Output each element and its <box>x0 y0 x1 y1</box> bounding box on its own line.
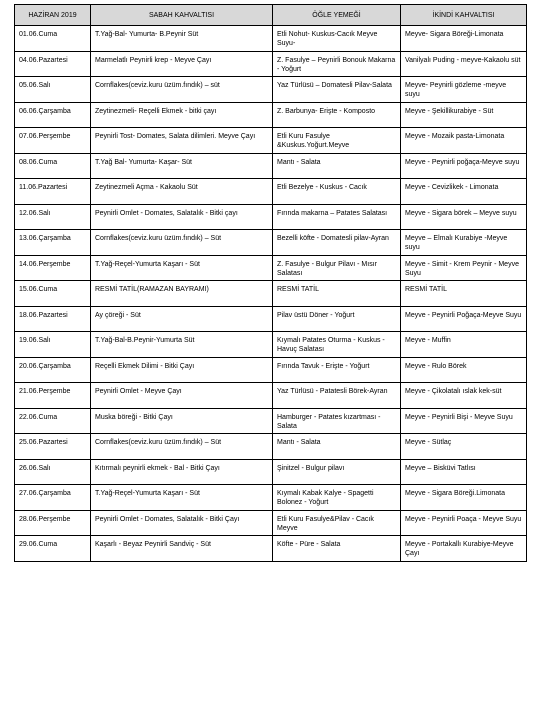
date-cell: 27.06.Çarşamba <box>15 485 91 511</box>
table-row <box>15 230 527 256</box>
afternoon-snack-cell: Meyve - Portakallı Kurabiye-Meyve Çayı <box>401 536 527 562</box>
header-lunch: ÖĞLE YEMEĞİ <box>273 5 401 26</box>
date-cell: 15.06.Cuma <box>15 281 91 307</box>
lunch-cell: Mantı - Salata <box>273 434 401 460</box>
breakfast-cell: Peynirli Tost- Domates, Salata dilimleri. Meyve Çayı <box>91 128 273 154</box>
date-cell: 13.06.Çarşamba <box>15 230 91 256</box>
date-cell: 19.06.Salı <box>15 332 91 358</box>
afternoon-snack-cell: Meyve – Bisküvi Tatlısı <box>401 459 527 485</box>
table-row <box>15 179 527 205</box>
date-cell: 05.06.Salı <box>15 77 91 103</box>
date-cell: 12.06.Salı <box>15 204 91 230</box>
breakfast-cell: T.Yağ-Reçel-Yumurta Kaşarı - Süt <box>91 255 273 281</box>
afternoon-snack-cell: Meyve - Sütlaç <box>401 434 527 460</box>
header-date: HAZİRAN 2019 <box>15 5 91 26</box>
table-row <box>15 26 527 52</box>
breakfast-cell: Peynirli Omlet - Meyve Çayı <box>91 383 273 409</box>
breakfast-cell: Ay çöreği - Süt <box>91 306 273 332</box>
table-row <box>15 459 527 485</box>
table-row <box>15 434 527 460</box>
afternoon-snack-cell: Meyve - Peynirli Bişi - Meyve Suyu <box>401 408 527 434</box>
breakfast-cell: Peynirli Omlet - Domates, Salatalık - Bitki çayı <box>91 204 273 230</box>
table-row <box>15 510 527 536</box>
lunch-cell: Z. Fasulye - Bulgur Pilavı - Mısır Salatası <box>273 255 401 281</box>
lunch-cell: Hamburger - Patates kızartması - Salata <box>273 408 401 434</box>
table-row <box>15 357 527 383</box>
afternoon-snack-cell: RESMİ TATİL <box>401 281 527 307</box>
afternoon-snack-cell: Meyve - Sigara Böreği.Limonata <box>401 485 527 511</box>
breakfast-cell: RESMİ TATİL(RAMAZAN BAYRAMI) <box>91 281 273 307</box>
lunch-cell: Yaz Türlüsü – Domatesli Pilav-Salata <box>273 77 401 103</box>
afternoon-snack-cell: Meyve - Peynirli Poğaça-Meyve Suyu <box>401 306 527 332</box>
lunch-cell: Z. Barbunya- Erişte - Komposto <box>273 102 401 128</box>
lunch-cell: Fırında makarna – Patates Salatası <box>273 204 401 230</box>
breakfast-cell: T.Yağ-Reçel-Yumurta Kaşarı - Süt <box>91 485 273 511</box>
lunch-cell: Köfte - Püre - Salata <box>273 536 401 562</box>
afternoon-snack-cell: Meyve – Elmalı Kurabiye -Meyve suyu <box>401 230 527 256</box>
lunch-cell: Bezelli köfte - Domatesli pilav-Ayran <box>273 230 401 256</box>
menu-table <box>14 4 527 562</box>
table-row <box>15 485 527 511</box>
date-cell: 20.06.Çarşamba <box>15 357 91 383</box>
lunch-cell: Etli Nohut- Kuskus-Cacık Meyve Suyu- <box>273 26 401 52</box>
lunch-cell: Kıymalı Kabak Kalye - Spagetti Bolonez - Yoğurt <box>273 485 401 511</box>
date-cell: 11.06.Pazartesi <box>15 179 91 205</box>
breakfast-cell: Zeytinezmeli- Reçelli Ekmek - bitki çayı <box>91 102 273 128</box>
afternoon-snack-cell: Meyve - Peynirli poğaça-Meyve suyu <box>401 153 527 179</box>
date-cell: 28.06.Perşembe <box>15 510 91 536</box>
date-cell: 26.06.Salı <box>15 459 91 485</box>
afternoon-snack-cell: Meyve - Şekillikurabiye - Süt <box>401 102 527 128</box>
afternoon-snack-cell: Vanilyalı Puding - meyve-Kakaolu süt <box>401 51 527 77</box>
date-cell: 08.06.Cuma <box>15 153 91 179</box>
lunch-cell: Fırında Tavuk - Erişte - Yoğurt <box>273 357 401 383</box>
lunch-cell: Etli Bezelye - Kuskus - Cacık <box>273 179 401 205</box>
header-afternoon-snack: İKİNDİ KAHVALTISI <box>401 5 527 26</box>
breakfast-cell: Reçelli Ekmek Dilimi - Bitki Çayı <box>91 357 273 383</box>
breakfast-cell: Cornflakes(ceviz.kuru üzüm.fındık) – Süt <box>91 230 273 256</box>
breakfast-cell: Cornflakes(ceviz.kuru üzüm.fındık) – Süt <box>91 434 273 460</box>
lunch-cell: Kıymalı Patates Oturma - Kuskus - Havuç Salatası <box>273 332 401 358</box>
afternoon-snack-cell: Meyve - Cevizlikek - Limonata <box>401 179 527 205</box>
date-cell: 22.06.Cuma <box>15 408 91 434</box>
afternoon-snack-cell: Meyve - Mozaik pasta-Limonata <box>401 128 527 154</box>
table-row <box>15 51 527 77</box>
afternoon-snack-cell: Meyve - Simit - Krem Peynir - Meyve Suyu <box>401 255 527 281</box>
afternoon-snack-cell: Meyve - Muffin <box>401 332 527 358</box>
breakfast-cell: T.Yağ-Bal-B.Peynir-Yumurta Süt <box>91 332 273 358</box>
table-row <box>15 332 527 358</box>
date-cell: 04.06.Pazartesi <box>15 51 91 77</box>
table-row <box>15 255 527 281</box>
table-row <box>15 383 527 409</box>
lunch-cell: Mantı - Salata <box>273 153 401 179</box>
date-cell: 01.06.Cuma <box>15 26 91 52</box>
table-row <box>15 408 527 434</box>
header-row <box>15 5 527 26</box>
lunch-cell: Yaz Türlüsü - Patatesli Börek-Ayran <box>273 383 401 409</box>
table-row <box>15 128 527 154</box>
breakfast-cell: Kıtırmalı peynirli ekmek - Bal - Bitki Çayı <box>91 459 273 485</box>
date-cell: 14.06.Perşembe <box>15 255 91 281</box>
breakfast-cell: T.Yağ-Bal- Yumurta- B.Peynir Süt <box>91 26 273 52</box>
afternoon-snack-cell: Meyve - Rulo Börek <box>401 357 527 383</box>
breakfast-cell: Cornflakes(ceviz.kuru üzüm.fındık) – süt <box>91 77 273 103</box>
breakfast-cell: Muska böreği - Bitki Çayı <box>91 408 273 434</box>
table-row <box>15 102 527 128</box>
date-cell: 06.06.Çarşamba <box>15 102 91 128</box>
date-cell: 29.06.Cuma <box>15 536 91 562</box>
breakfast-cell: T.Yağ Bal- Yumurta- Kaşar- Süt <box>91 153 273 179</box>
date-cell: 21.06.Perşembe <box>15 383 91 409</box>
lunch-cell: Etli Kuru Fasulye&Pilav - Cacık Meyve <box>273 510 401 536</box>
lunch-cell: Şinitzel - Bulgur pilavı <box>273 459 401 485</box>
afternoon-snack-cell: Meyve - Çikolatalı ıslak kek-süt <box>401 383 527 409</box>
table-row <box>15 306 527 332</box>
lunch-cell: Z. Fasulye – Peynirli Bonouk Makarna - Yoğurt <box>273 51 401 77</box>
afternoon-snack-cell: Meyve- Sigara Böreği-Limonata <box>401 26 527 52</box>
table-row <box>15 281 527 307</box>
date-cell: 18.06.Pazartesi <box>15 306 91 332</box>
breakfast-cell: Marmelatlı Peynirli krep - Meyve Çayı <box>91 51 273 77</box>
lunch-cell: RESMİ TATİL <box>273 281 401 307</box>
breakfast-cell: Peynirli Omlet - Domates, Salatalık - Bitki Çayı <box>91 510 273 536</box>
date-cell: 25.06.Pazartesi <box>15 434 91 460</box>
breakfast-cell: Kaşarlı - Beyaz Peynirli Sandviç - Süt <box>91 536 273 562</box>
table-row <box>15 204 527 230</box>
table-row <box>15 536 527 562</box>
header-breakfast: SABAH KAHVALTISI <box>91 5 273 26</box>
afternoon-snack-cell: Meyve - Sigara börek – Meyve suyu <box>401 204 527 230</box>
lunch-cell: Pilav üstü Döner - Yoğurt <box>273 306 401 332</box>
table-row <box>15 77 527 103</box>
date-cell: 07.06.Perşembe <box>15 128 91 154</box>
afternoon-snack-cell: Meyve - Peynirli Poaça - Meyve Suyu <box>401 510 527 536</box>
lunch-cell: Etli Kuru Fasulye &Kuskus.Yoğurt.Meyve <box>273 128 401 154</box>
table-row <box>15 153 527 179</box>
breakfast-cell: Zeytinezmeli Açma - Kakaolu Süt <box>91 179 273 205</box>
afternoon-snack-cell: Meyve- Peynirli gözleme -meyve suyu <box>401 77 527 103</box>
